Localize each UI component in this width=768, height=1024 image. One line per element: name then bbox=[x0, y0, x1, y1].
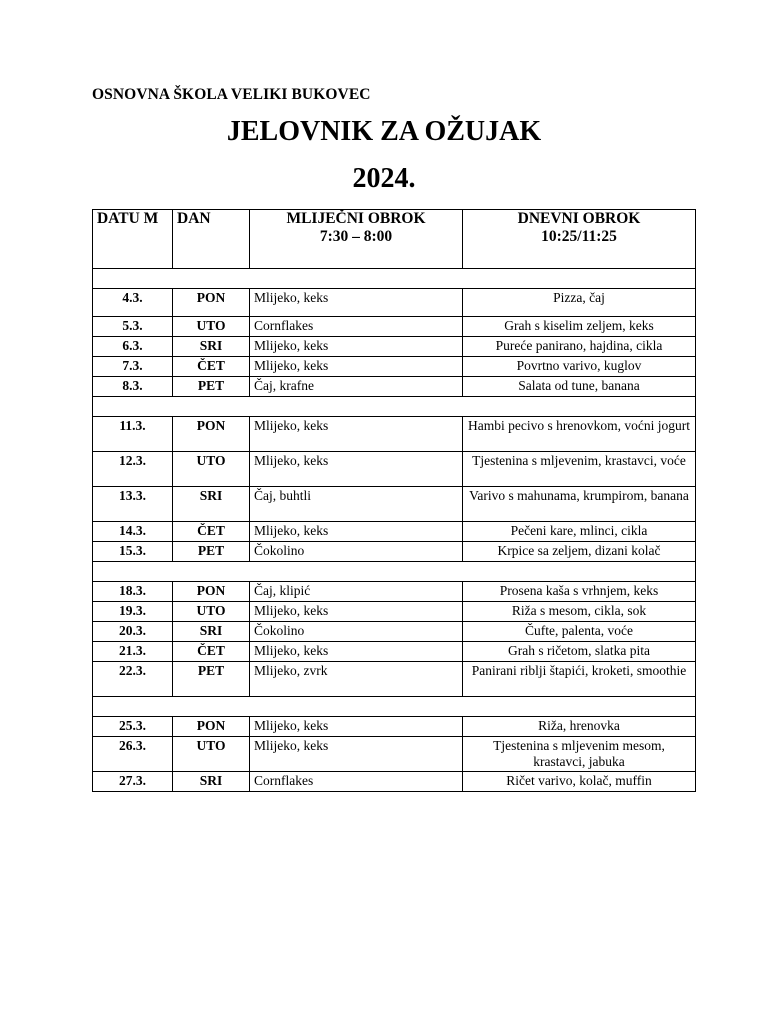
cell-datum: 5.3. bbox=[93, 317, 173, 337]
cell-mlijecni: Mlijeko, keks bbox=[250, 337, 463, 357]
cell-dan: ČET bbox=[173, 642, 250, 662]
cell-dnevni: Prosena kaša s vrhnjem, keks bbox=[463, 582, 696, 602]
cell-mlijecni: Mlijeko, keks bbox=[250, 357, 463, 377]
table-row bbox=[93, 337, 696, 357]
cell-datum: 6.3. bbox=[93, 337, 173, 357]
cell-mlijecni: Mlijeko, keks bbox=[250, 602, 463, 622]
cell-mlijecni: Mlijeko, keks bbox=[250, 417, 463, 452]
cell-dan: UTO bbox=[173, 317, 250, 337]
table-row bbox=[93, 417, 696, 452]
cell-dan: PON bbox=[173, 417, 250, 452]
table-row bbox=[93, 737, 696, 772]
header-datum: DATU M bbox=[93, 210, 173, 269]
table-row bbox=[93, 542, 696, 562]
cell-mlijecni: Mlijeko, keks bbox=[250, 522, 463, 542]
cell-mlijecni: Mlijeko, keks bbox=[250, 642, 463, 662]
cell-dnevni: Pureće panirano, hajdina, cikla bbox=[463, 337, 696, 357]
cell-dnevni: Riža s mesom, cikla, sok bbox=[463, 602, 696, 622]
school-name: OSNOVNA ŠKOLA VELIKI BUKOVEC bbox=[92, 86, 371, 103]
cell-dan: PON bbox=[173, 289, 250, 317]
table-row bbox=[93, 522, 696, 542]
cell-mlijecni: Cornflakes bbox=[250, 317, 463, 337]
week-separator bbox=[93, 397, 696, 417]
cell-datum: 21.3. bbox=[93, 642, 173, 662]
cell-dan: PET bbox=[173, 377, 250, 397]
cell-dan: SRI bbox=[173, 337, 250, 357]
cell-datum: 26.3. bbox=[93, 737, 173, 772]
cell-dnevni: Pizza, čaj bbox=[463, 289, 696, 317]
table-row bbox=[93, 772, 696, 792]
header-dnevni-time: 10:25/11:25 bbox=[541, 228, 617, 245]
cell-dan: UTO bbox=[173, 452, 250, 487]
table-row bbox=[93, 622, 696, 642]
cell-dnevni: Hambi pecivo s hrenovkom, voćni jogurt bbox=[463, 417, 696, 452]
cell-dan: ČET bbox=[173, 357, 250, 377]
page-title: JELOVNIK ZA OŽUJAK bbox=[226, 116, 542, 147]
cell-datum: 22.3. bbox=[93, 662, 173, 697]
cell-dnevni: Povrtno varivo, kuglov bbox=[463, 357, 696, 377]
cell-mlijecni: Čaj, buhtli bbox=[250, 487, 463, 522]
table-row bbox=[93, 642, 696, 662]
week-separator bbox=[93, 697, 696, 717]
cell-datum: 18.3. bbox=[93, 582, 173, 602]
cell-mlijecni: Čaj, krafne bbox=[250, 377, 463, 397]
table-row bbox=[93, 452, 696, 487]
cell-datum: 8.3. bbox=[93, 377, 173, 397]
header-dnevni bbox=[463, 210, 696, 269]
header-dnevni-title: DNEVNI OBROK bbox=[517, 210, 641, 227]
cell-mlijecni: Čokolino bbox=[250, 542, 463, 562]
cell-mlijecni: Mlijeko, keks bbox=[250, 737, 463, 772]
cell-mlijecni: Cornflakes bbox=[250, 772, 463, 792]
cell-dnevni: Ričet varivo, kolač, muffin bbox=[463, 772, 696, 792]
cell-datum: 7.3. bbox=[93, 357, 173, 377]
cell-dnevni: Tjestenina s mljevenim mesom, krastavci, jabuka bbox=[463, 737, 696, 772]
cell-dnevni: Tjestenina s mljevenim, krastavci, voće bbox=[463, 452, 696, 487]
cell-dan: ČET bbox=[173, 522, 250, 542]
cell-dnevni: Grah s kiselim zeljem, keks bbox=[463, 317, 696, 337]
week-separator bbox=[93, 562, 696, 582]
cell-datum: 12.3. bbox=[93, 452, 173, 487]
table-row bbox=[93, 582, 696, 602]
cell-dan: SRI bbox=[173, 772, 250, 792]
cell-datum: 19.3. bbox=[93, 602, 173, 622]
cell-dan: PET bbox=[173, 542, 250, 562]
cell-mlijecni: Mlijeko, keks bbox=[250, 717, 463, 737]
header-dan: DAN bbox=[173, 210, 250, 269]
cell-datum: 14.3. bbox=[93, 522, 173, 542]
cell-dnevni: Varivo s mahunama, krumpirom, banana bbox=[463, 487, 696, 522]
cell-dan: PON bbox=[173, 717, 250, 737]
cell-dnevni: Pečeni kare, mlinci, cikla bbox=[463, 522, 696, 542]
cell-datum: 13.3. bbox=[93, 487, 173, 522]
cell-datum: 20.3. bbox=[93, 622, 173, 642]
table-row bbox=[93, 317, 696, 337]
table-row bbox=[93, 602, 696, 622]
cell-dan: UTO bbox=[173, 737, 250, 772]
table-row bbox=[93, 377, 696, 397]
cell-dnevni: Riža, hrenovka bbox=[463, 717, 696, 737]
table-header-row bbox=[93, 210, 696, 269]
table-row bbox=[93, 717, 696, 737]
header-mlijecni bbox=[250, 210, 463, 269]
cell-mlijecni: Mlijeko, zvrk bbox=[250, 662, 463, 697]
cell-dnevni: Krpice sa zeljem, dizani kolač bbox=[463, 542, 696, 562]
cell-dan: PON bbox=[173, 582, 250, 602]
cell-datum: 11.3. bbox=[93, 417, 173, 452]
table-row bbox=[93, 289, 696, 317]
menu-table bbox=[92, 209, 696, 792]
cell-datum: 15.3. bbox=[93, 542, 173, 562]
page-title-year: 2024. bbox=[352, 163, 416, 194]
cell-dan: UTO bbox=[173, 602, 250, 622]
table-row bbox=[93, 662, 696, 697]
table-row bbox=[93, 357, 696, 377]
cell-mlijecni: Mlijeko, keks bbox=[250, 289, 463, 317]
cell-dnevni: Čufte, palenta, voće bbox=[463, 622, 696, 642]
cell-dnevni: Panirani riblji štapići, kroketi, smoothie bbox=[463, 662, 696, 697]
header-mlijecni-time: 7:30 – 8:00 bbox=[319, 228, 393, 245]
cell-dnevni: Salata od tune, banana bbox=[463, 377, 696, 397]
cell-dan: SRI bbox=[173, 622, 250, 642]
cell-dan: PET bbox=[173, 662, 250, 697]
table-row bbox=[93, 487, 696, 522]
cell-datum: 25.3. bbox=[93, 717, 173, 737]
cell-mlijecni: Čokolino bbox=[250, 622, 463, 642]
cell-datum: 27.3. bbox=[93, 772, 173, 792]
week-separator bbox=[93, 269, 696, 289]
cell-mlijecni: Čaj, klipić bbox=[250, 582, 463, 602]
cell-dnevni: Grah s ričetom, slatka pita bbox=[463, 642, 696, 662]
cell-mlijecni: Mlijeko, keks bbox=[250, 452, 463, 487]
cell-dan: SRI bbox=[173, 487, 250, 522]
header-mlijecni-title: MLIJEČNI OBROK bbox=[286, 210, 426, 227]
cell-datum: 4.3. bbox=[93, 289, 173, 317]
